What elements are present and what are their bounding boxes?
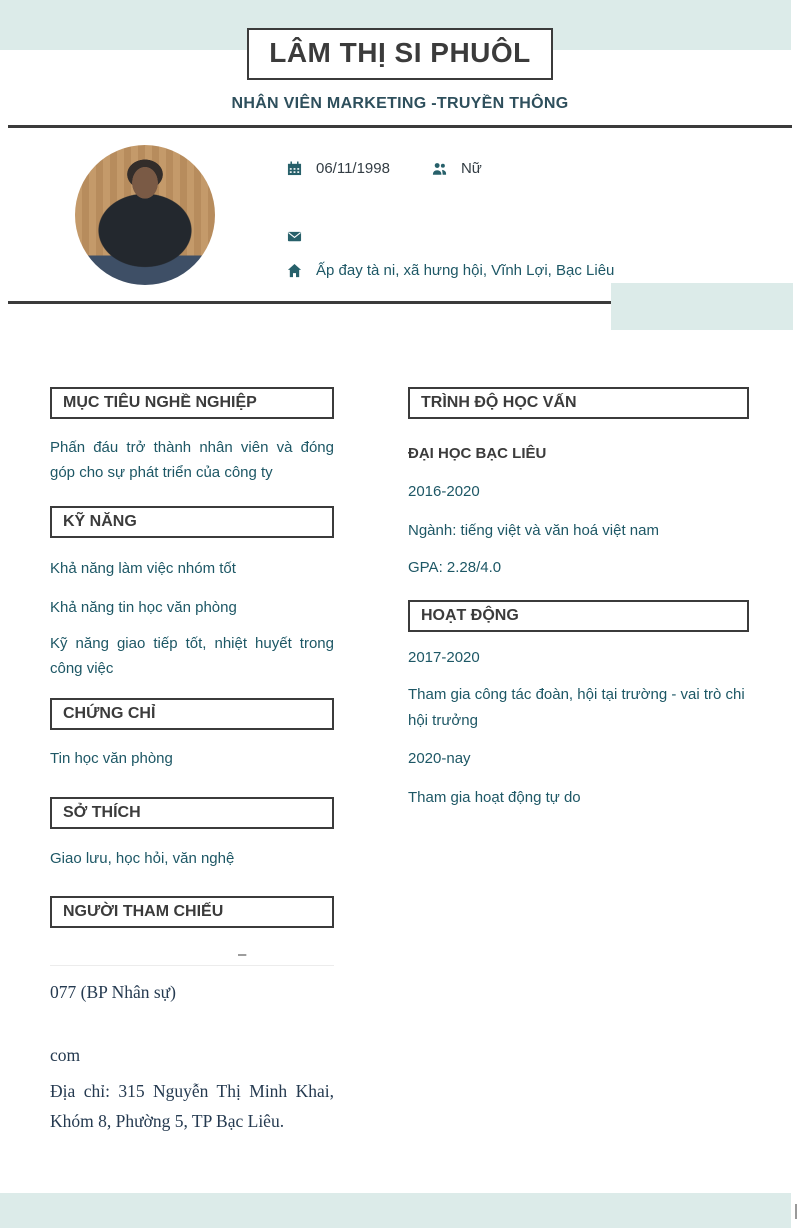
contact-row-address	[287, 253, 614, 287]
section-title-hobbies: SỞ THÍCH	[50, 797, 334, 829]
reference-address: Địa chỉ: 315 Nguyễn Thị Minh Khai, Khóm 8, Phường 5, TP Bạc Liêu.	[50, 1081, 334, 1131]
job-title: NHÂN VIÊN MARKETING -TRUYỀN THÔNG	[231, 95, 569, 112]
scrollbar-thumb[interactable]	[795, 1204, 797, 1219]
section-title-certificates: CHỨNG CHỈ	[50, 698, 334, 730]
certificate-item: Tin học văn phòng	[50, 750, 173, 767]
bottom-accent-band	[0, 1193, 791, 1228]
mail-icon	[287, 229, 302, 244]
education-major: Ngành: tiếng việt và văn hoá việt nam	[408, 521, 659, 539]
profile-section	[0, 145, 800, 285]
section-title-activities: HOẠT ĐỘNG	[408, 600, 749, 632]
divider-header	[8, 125, 792, 128]
section-title-references: NGƯỜI THAM CHIẾU	[50, 896, 334, 928]
header	[0, 0, 800, 80]
right-column	[408, 387, 749, 1136]
objective-text: Phấn đáu trở thành nhân viên và đóng góp cho sự phát triển của công ty	[50, 439, 334, 481]
hobby-item: Giao lưu, học hỏi, văn nghệ	[50, 849, 235, 867]
activity-desc: Tham gia công tác đoàn, hội tại trường - vai trò chi hội trưởng	[408, 686, 745, 729]
profile-photo	[75, 145, 215, 285]
contact-row-birth-gender	[287, 151, 614, 185]
section-title-objective: MỤC TIÊU NGHỀ NGHIỆP	[50, 387, 334, 419]
side-accent-rect	[611, 283, 793, 330]
name-box	[247, 28, 553, 80]
activity-period: 2017-2020	[408, 648, 480, 666]
reference-phone-fragment: 077 (BP Nhân sự)	[50, 982, 176, 1002]
gender-icon	[432, 161, 447, 176]
skill-item: Kỹ năng giao tiếp tốt, nhiệt huyết trong công việc	[50, 635, 334, 677]
activity-desc: Tham gia hoạt động tự do	[408, 788, 581, 806]
skill-item: Khả năng làm việc nhóm tốt	[50, 560, 236, 577]
education-gpa: GPA: 2.28/4.0	[408, 559, 502, 576]
section-title-education: TRÌNH ĐỘ HỌC VẤN	[408, 387, 749, 419]
candidate-name: LÂM THỊ SI PHUÔL	[269, 37, 531, 68]
contact-row-email	[287, 219, 614, 253]
contact-row-redacted	[287, 185, 614, 219]
gender-text: Nữ	[460, 159, 482, 177]
main-columns	[0, 387, 800, 1136]
birthdate-text: 06/11/1998	[316, 159, 390, 177]
home-icon	[287, 263, 302, 278]
address-text: Ấp đay tà ni, xã hưng hội, Vĩnh Lợi, Bạc Liêu	[316, 261, 615, 279]
reference-redacted-line: –	[50, 946, 334, 966]
calendar-icon	[287, 161, 302, 176]
skill-item: Khả năng tin học văn phòng	[50, 598, 237, 616]
contact-info	[287, 145, 614, 285]
education-period: 2016-2020	[408, 483, 480, 500]
gender-group	[432, 160, 482, 177]
reference-email-fragment: com	[50, 1044, 81, 1065]
education-school: ĐẠI HỌC BẠC LIÊU	[408, 445, 547, 462]
section-title-skills: KỸ NĂNG	[50, 506, 334, 538]
activity-period: 2020-nay	[408, 750, 471, 767]
left-column	[50, 387, 334, 1136]
